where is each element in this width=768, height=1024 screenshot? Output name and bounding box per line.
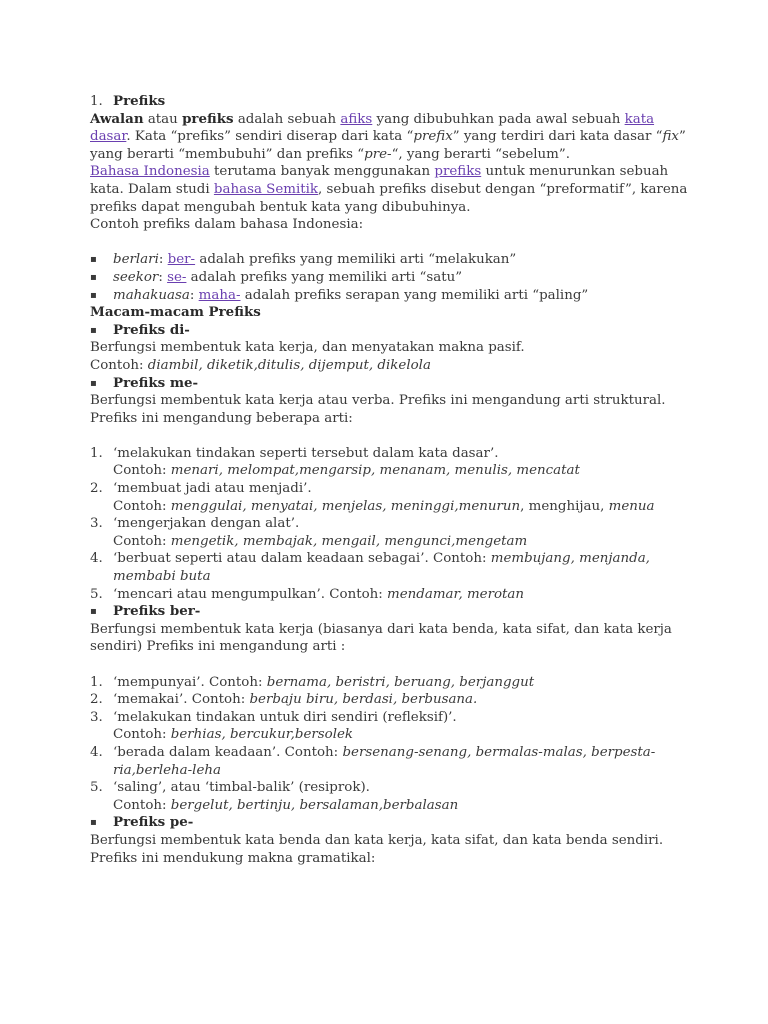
intro-paragraph-1 xyxy=(90,111,690,164)
item-text: ‘saling’, atau ‘timbal-balik’ (resiprok). xyxy=(113,780,370,796)
text: ” yang berarti “membubuhi” dan prefiks “ xyxy=(90,129,686,162)
me-list xyxy=(90,445,690,603)
intro-paragraph-2 xyxy=(90,163,690,216)
example-desc: adalah prefiks serapan yang memiliki arti “paling” xyxy=(240,287,589,303)
subsection-me xyxy=(90,375,690,393)
link-prefiks[interactable]: prefiks xyxy=(434,164,482,180)
list-item xyxy=(90,515,690,550)
document-body xyxy=(90,93,690,867)
contoh-words: mendamar, merotan xyxy=(387,586,525,602)
link-afiks[interactable]: afiks xyxy=(340,111,373,127)
example-word: berlari xyxy=(113,252,159,268)
item-text: ‘mencari atau mengumpulkan’. Contoh: xyxy=(113,586,388,602)
blank-line xyxy=(90,234,690,252)
item-text: ‘mempunyai’. Contoh: xyxy=(113,674,267,690)
item-number: 2. xyxy=(90,481,103,497)
bullet: ▪ xyxy=(90,254,97,266)
bullet: ▪ xyxy=(90,606,97,618)
list-item xyxy=(90,744,690,779)
item-number: 5. xyxy=(90,586,103,602)
intro-paragraph-3: Contoh prefiks dalam bahasa Indonesia: xyxy=(90,217,364,233)
text: . Kata “prefiks” sendiri diserap dari kata “ xyxy=(126,129,414,145)
list-item xyxy=(90,691,690,709)
macam-title: Macam-macam Prefiks xyxy=(90,304,261,321)
text: atau xyxy=(143,111,183,127)
example-desc: adalah prefiks yang memiliki arti “satu” xyxy=(186,269,463,285)
link-prefix-maha[interactable]: maha- xyxy=(198,287,241,303)
link-prefix-ber[interactable]: ber- xyxy=(167,252,196,268)
list-item xyxy=(90,480,690,515)
subsection-ber xyxy=(90,603,690,621)
contoh-label: Contoh: xyxy=(113,727,171,743)
example-word: mahakuasa xyxy=(113,287,190,303)
list-item: ▪ seekor: se- adalah prefiks yang memiliki arti “satu” xyxy=(90,269,463,285)
item-text: ‘melakukan tindakan seperti tersebut dalam kata dasar’. xyxy=(113,445,499,461)
subsection-pe xyxy=(90,814,690,832)
contoh-label: Contoh: xyxy=(113,498,171,514)
contoh-label: Contoh: xyxy=(90,357,148,373)
heading-title: Prefiks xyxy=(113,93,166,109)
item-number: 5. xyxy=(90,780,103,796)
contoh-words: menari, melompat,mengarsip, menanam, menulis, mencatat xyxy=(170,463,580,479)
pe-desc: Berfungsi membentuk kata benda dan kata kerja, kata sifat, dan kata benda sendiri. Prefiks ini mendukung makna gramatikal: xyxy=(90,832,664,866)
item-text: ‘berbuat seperti atau dalam keadaan sebagai’. Contoh: xyxy=(113,551,491,567)
text: ” yang terdiri dari kata dasar “ xyxy=(452,129,663,145)
italic-prefix: prefix xyxy=(413,129,453,145)
bullet: ▪ xyxy=(90,271,97,283)
subsection-title: Prefiks ber- xyxy=(113,603,201,620)
item-number: 3. xyxy=(90,516,103,532)
item-text: ‘melakukan tindakan untuk diri sendiri (refleksif)’. xyxy=(113,709,457,725)
contoh-words: diambil, diketik,ditulis, dijemput, dikelola xyxy=(147,357,431,373)
term-prefiks: prefiks xyxy=(182,110,234,127)
me-desc: Berfungsi membentuk kata kerja atau verba. Prefiks ini mengandung arti struktural. Prefiks ini mengandung beberapa arti: xyxy=(90,393,666,426)
contoh-label: Contoh: xyxy=(113,797,171,813)
contoh-words: berhias, bercukur,bersolek xyxy=(170,727,354,743)
link-kata-dasar[interactable]: kata dasar xyxy=(90,111,655,145)
contoh-plain: , menghijau, xyxy=(520,498,609,514)
item-number: 3. xyxy=(90,709,103,725)
item-text: ‘membuat jadi atau menjadi’. xyxy=(113,481,312,497)
text: adalah sebuah xyxy=(233,111,341,127)
text: “, yang berarti “sebelum”. xyxy=(391,146,570,162)
item-text: ‘memakai’. Contoh: xyxy=(113,692,250,708)
link-prefix-se[interactable]: se- xyxy=(167,269,187,285)
item-number: 4. xyxy=(90,551,103,567)
text: untuk menurunkan sebuah kata. Dalam studi xyxy=(90,164,669,197)
list-item xyxy=(90,709,690,744)
examples-list xyxy=(90,251,690,304)
di-contoh xyxy=(90,357,690,375)
list-item: ▪ mahakuasa: maha- adalah prefiks serapan yang memiliki arti “paling” xyxy=(90,287,589,303)
text: , sebuah prefiks disebut dengan “preformatif”, karena prefiks dapat mengubah bentuk kata yang dibubuhinya. xyxy=(90,181,688,215)
subsection-title: Prefiks pe- xyxy=(113,814,194,831)
list-item xyxy=(90,586,690,604)
contoh-words: berbaju biru, berdasi, berbusana. xyxy=(249,692,478,708)
contoh-words: bernama, beristri, beruang, berjanggut xyxy=(266,674,535,690)
item-text: ‘berada dalam keadaan’. Contoh: xyxy=(113,744,343,760)
contoh-label: Contoh: xyxy=(113,463,171,479)
example-word: seekor xyxy=(113,269,159,285)
section-heading xyxy=(90,93,690,111)
bullet: ▪ xyxy=(90,324,97,336)
subsection-di xyxy=(90,322,690,340)
list-item: ▪ berlari: ber- adalah prefiks yang memiliki arti “melakukan” xyxy=(90,252,517,268)
list-item xyxy=(90,779,690,814)
ber-desc: Berfungsi membentuk kata kerja (biasanya dari kata benda, kata sifat, dan kata kerja sendiri) Prefiks ini mengandung arti : xyxy=(90,621,672,655)
item-number: 1. xyxy=(90,445,103,461)
contoh-words: membujang, menjanda, membabi buta xyxy=(113,551,650,585)
bullet: ▪ xyxy=(90,289,97,301)
contoh-words: bersenang-senang, bermalas-malas, berpesta-ria,berleha-leha xyxy=(113,744,656,778)
italic-fix: fix xyxy=(662,129,679,145)
italic-pre: pre- xyxy=(364,146,392,162)
example-desc: adalah prefiks yang memiliki arti “melakukan” xyxy=(195,252,517,268)
bullet: ▪ xyxy=(90,377,97,389)
blank-line xyxy=(90,427,690,445)
ber-list xyxy=(90,674,690,815)
contoh-words: menggulai, menyatai, menjelas, meninggi,menurun xyxy=(170,498,521,514)
subsection-title: Prefiks di- xyxy=(113,321,190,338)
item-number: 2. xyxy=(90,692,103,708)
di-desc: Berfungsi membentuk kata kerja, dan menyatakan makna pasif. xyxy=(90,340,525,356)
item-number: 4. xyxy=(90,744,103,760)
contoh-label: Contoh: xyxy=(113,533,171,549)
term-awalan: Awalan xyxy=(90,110,144,127)
contoh-words: bergelut, bertinju, bersalaman,berbalasan xyxy=(170,797,459,813)
contoh-words: mengetik, membajak, mengail, mengunci,mengetam xyxy=(170,533,528,549)
subsection-title: Prefiks me- xyxy=(113,374,199,391)
link-bahasa-semitik[interactable]: bahasa Semitik xyxy=(213,181,319,197)
contoh-words: menua xyxy=(608,498,655,514)
list-item xyxy=(90,445,690,480)
item-number: 1. xyxy=(90,674,103,690)
text: yang dibubuhkan pada awal sebuah xyxy=(372,111,625,127)
heading-number: 1. xyxy=(90,94,103,109)
item-text: ‘mengerjakan dengan alat’. xyxy=(113,516,300,532)
list-item xyxy=(90,674,690,692)
link-bahasa-indonesia[interactable]: Bahasa Indonesia xyxy=(90,164,210,180)
list-item xyxy=(90,550,690,585)
text: terutama banyak menggunakan xyxy=(209,164,435,180)
blank-line xyxy=(90,656,690,674)
bullet: ▪ xyxy=(90,817,97,829)
